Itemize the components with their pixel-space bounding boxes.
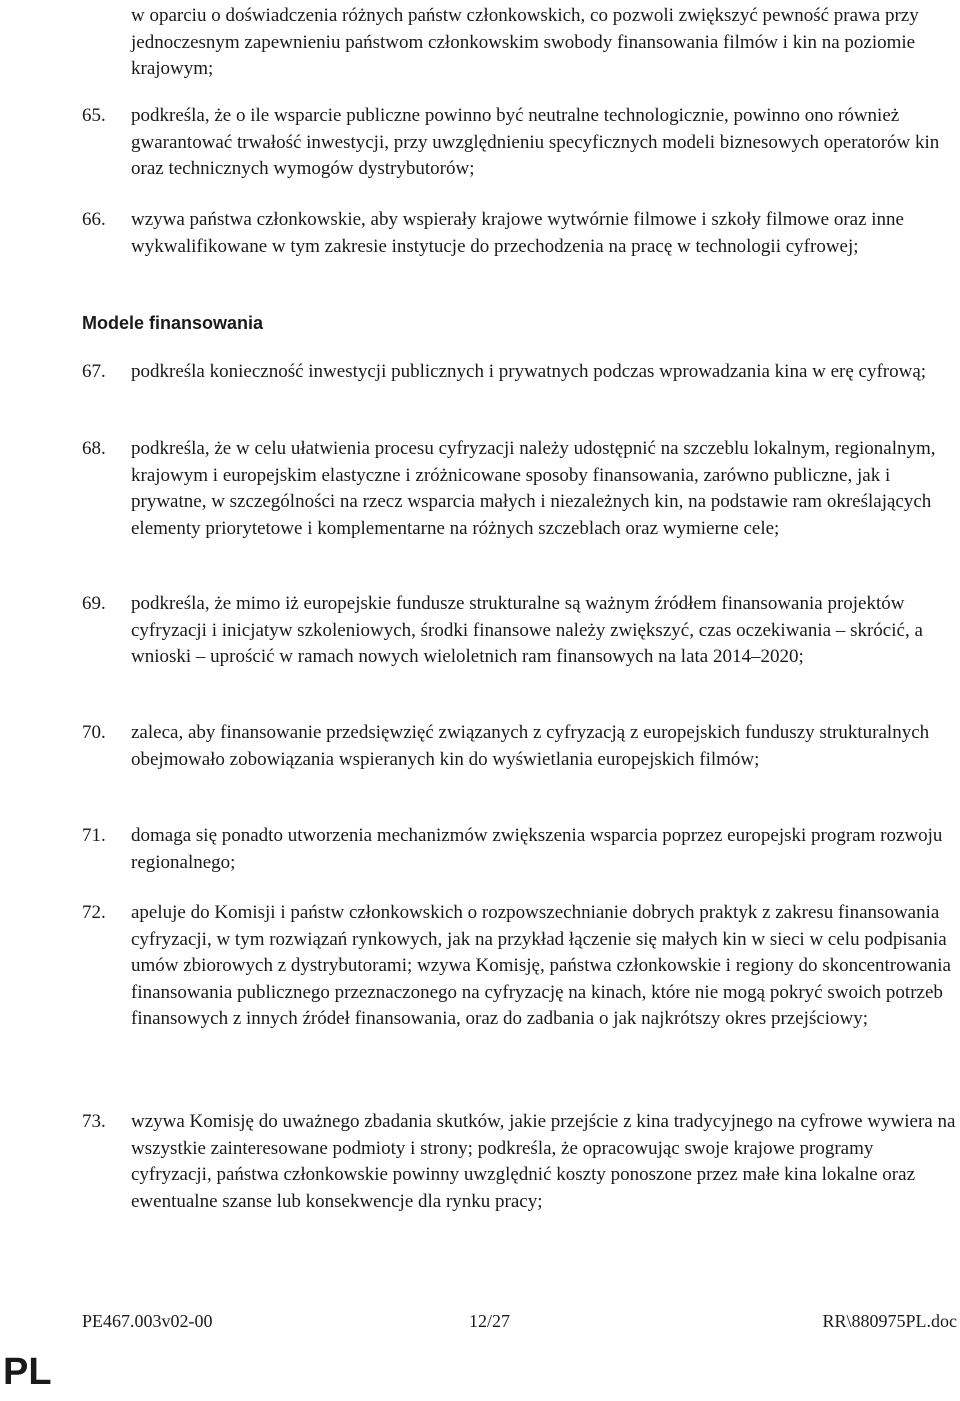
paragraph-number: 69.: [82, 593, 106, 614]
paragraph-text: podkreśla, że mimo iż europejskie fundusze strukturalne są ważnym źródłem finansowania projektów cyfryzacji i inicjatyw szkoleniowych, środki finansowe należy zwiększyć, czas oczekiwania – skrócić, a wnioski – uprościć w ramach nowych wieloletnich ram finansowych na lata 2014–2020;: [131, 593, 923, 668]
paragraph-text: domaga się ponadto utworzenia mechanizmów zwiększenia wsparcia poprzez europejski program rozwoju regionalnego;: [131, 825, 943, 873]
continuation-text: w oparciu o doświadczenia różnych państw członkowskich, co pozwoli zwiększyć pewność prawa przy jednoczesnym zapewnieniu państwom członkowskim swobody finansowania filmów i kin na poziomie krajowym;: [131, 5, 919, 80]
footer-file-name: RR\880975PL.doc: [822, 1311, 957, 1331]
language-code: PL: [3, 1351, 52, 1393]
paragraph-number: 68.: [82, 438, 106, 459]
paragraph-number: 66.: [82, 209, 106, 230]
footer-page-number: 12/27: [469, 1311, 511, 1331]
paragraph-text: podkreśla konieczność inwestycji publicznych i prywatnych podczas wprowadzania kina w erę cyfrową;: [131, 361, 927, 382]
paragraph-text: podkreśla, że w celu ułatwienia procesu cyfryzacji należy udostępnić na szczeblu lokalnym, regionalnym, krajowym i europejskim elastyczne i zróżnicowane sposoby finansowania, zarówno publiczne, jak i prywatne, w szczególności na rzecz wsparcia małych i niezależnych kin, na podstawie ram określających elementy priorytetowe i komplementarne na różnych szczeblach oraz wymierne cele;: [131, 438, 936, 539]
paragraph-number: 72.: [82, 902, 106, 923]
paragraph-number: 65.: [82, 105, 106, 126]
paragraph-text: podkreśla, że o ile wsparcie publiczne powinno być neutralne technologicznie, powinno ono również gwarantować trwałość inwestycji, przy uwzględnieniu specyficznych modeli biznesowych operatorów kin oraz technicznych wymogów dystrybutorów;: [131, 105, 940, 180]
section-heading: Modele finansowania: [82, 313, 264, 333]
paragraph-text: zaleca, aby finansowanie przedsięwzięć związanych z cyfryzacją z europejskich funduszy strukturalnych obejmowało zobowiązania wspieranych kin do wyświetlania europejskich filmów;: [131, 722, 930, 770]
footer-doc-reference: PE467.003v02-00: [82, 1311, 213, 1331]
paragraph-text: wzywa państwa członkowskie, aby wspierały krajowe wytwórnie filmowe i szkoły filmowe oraz inne wykwalifikowane w tym zakresie instytucje do przechodzenia na pracę w technologii cyfrowej;: [131, 209, 904, 257]
paragraph-text: wzywa Komisję do uważnego zbadania skutków, jakie przejście z kina tradycyjnego na cyfrowe wywiera na wszystkie zainteresowane podmioty i strony; podkreśla, że opracowując swoje krajowe programy cyfryzacji, państwa członkowskie powinny uwzględnić koszty ponoszone przez małe kina lokalne oraz ewentualne szanse lub konsekwencje dla rynku pracy;: [131, 1111, 956, 1212]
paragraph-number: 73.: [82, 1111, 106, 1132]
paragraph-number: 67.: [82, 361, 106, 382]
paragraph-text: apeluje do Komisji i państw członkowskich o rozpowszechnianie dobrych praktyk z zakresu finansowania cyfryzacji, w tym rozwiązań rynkowych, jak na przykład łączenie się małych kin w sieci w celu podpisania umów zbiorowych z dystrybutorami; wzywa Komisję, państwa członkowskie i regiony do skoncentrowania finansowania publicznego przeznaczonego na cyfryzację na kinach, które nie mogą pokryć swoich potrzeb finansowych z innych źródeł finansowania, oraz do zadbania o jak najkrótszy okres przejściowy;: [131, 902, 951, 1030]
paragraph-number: 70.: [82, 722, 106, 743]
paragraph-number: 71.: [82, 825, 106, 846]
